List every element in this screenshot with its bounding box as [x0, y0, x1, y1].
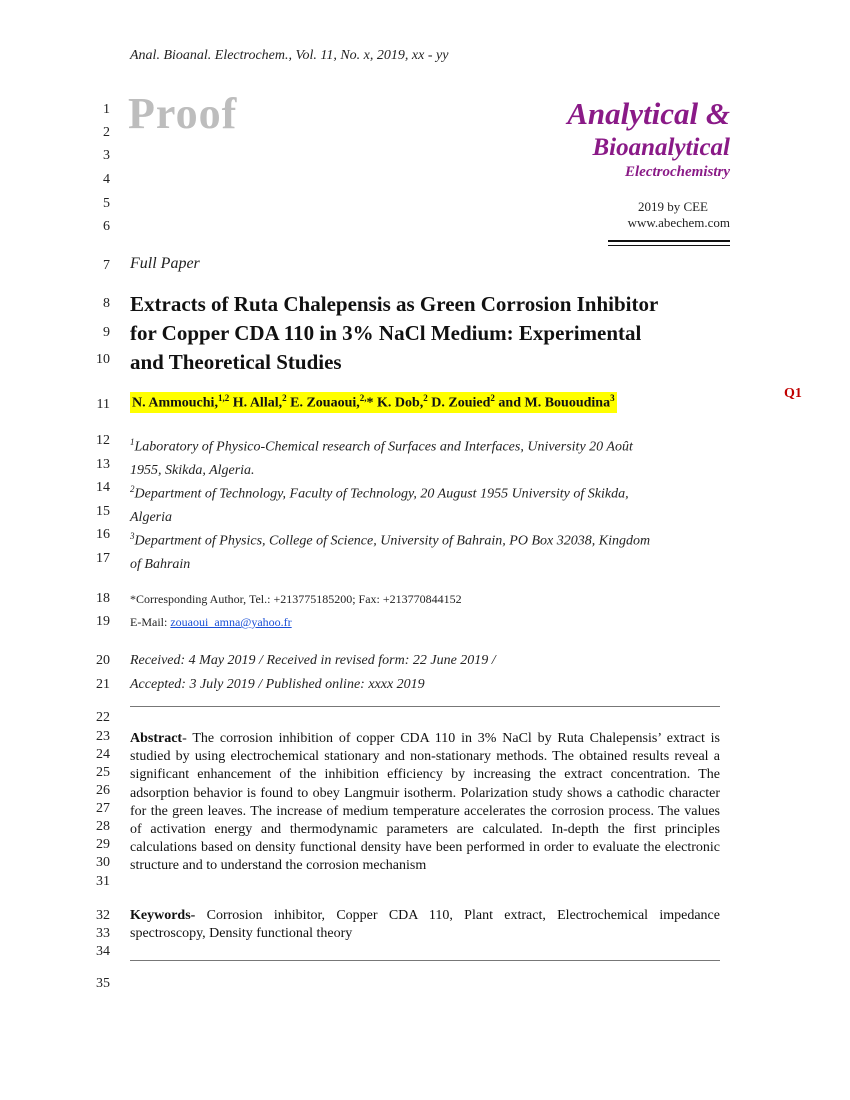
line-number: 17: [96, 551, 110, 566]
line-number: 10: [96, 352, 110, 367]
keywords-label: Keywords-: [130, 908, 196, 923]
author-name: N. Ammouchi,: [132, 395, 218, 411]
line-number: 3: [103, 148, 110, 163]
journal-website: www.abechem.com: [627, 215, 730, 230]
journal-brand: [470, 96, 730, 231]
line-number: 16: [96, 527, 110, 542]
affiliation-line: [130, 431, 720, 459]
line-number: 32: [96, 908, 110, 923]
keywords-text: Corrosion inhibitor, Copper CDA 110, Plant extract, Electrochemical impedance spectroscopy, Density functional theory: [130, 908, 720, 942]
line-number: 27: [96, 801, 110, 816]
title-line: and Theoretical Studies: [130, 350, 342, 374]
line-number: 35: [96, 976, 110, 991]
line-number: 2: [103, 125, 110, 140]
journal-copyright: 2019 by CEE: [637, 199, 708, 214]
affiliation-sup: 2: [130, 484, 135, 494]
line-number: 28: [96, 819, 110, 834]
line-number: 18: [96, 591, 110, 606]
keywords: [130, 907, 720, 943]
journal-name-line2: Bioanalytical: [592, 134, 730, 161]
affiliation-text: Department of Technology, Faculty of Technology, 20 August 1955 University of Skikda,: [134, 486, 629, 502]
affiliation-sup: 3: [130, 531, 135, 541]
affiliation-sup: 1: [130, 437, 135, 447]
line-number: 33: [96, 926, 110, 941]
line-number: 7: [103, 258, 110, 273]
line-number: 11: [96, 397, 110, 412]
line-number: 29: [96, 837, 110, 852]
paper-title: [130, 290, 720, 377]
author-affiliation-sup: 2: [282, 393, 287, 403]
paper-type: Full Paper: [130, 255, 200, 272]
affiliation-text: Laboratory of Physico-Chemical research of Surfaces and Interfaces, University 20 Août: [134, 439, 633, 455]
abstract-top-rule: [130, 706, 720, 707]
line-number: 30: [96, 855, 110, 870]
line-number: 21: [96, 677, 110, 692]
author-name: * K. Dob,: [366, 395, 424, 411]
line-number: 25: [96, 765, 110, 780]
line-number: 23: [96, 729, 110, 744]
line-number: 31: [96, 874, 110, 889]
email-line: [130, 615, 292, 630]
affiliation-line: [130, 525, 720, 553]
author-name: D. Zouied: [427, 395, 491, 411]
line-number: 8: [103, 296, 110, 311]
affiliation-line: Algeria: [130, 510, 172, 526]
affiliation-2: [130, 478, 720, 530]
line-number: 1: [103, 102, 110, 117]
title-line: for Copper CDA 110 in 3% NaCl Medium: Experimental: [130, 321, 642, 345]
author-name: H. Allal,: [229, 395, 283, 411]
author-list: [130, 392, 617, 413]
line-number: 13: [96, 457, 110, 472]
affiliation-line: 1955, Skikda, Algeria.: [130, 463, 255, 479]
line-number: 22: [96, 710, 110, 725]
author-affiliation-sup: 2: [490, 393, 495, 403]
affiliation-text: Department of Physics, College of Science, University of Bahrain, PO Box 32038, Kingdom: [134, 533, 651, 549]
proof-mark: Proof: [128, 89, 238, 138]
line-number: 20: [96, 653, 110, 668]
affiliation-1: [130, 431, 720, 483]
abstract-text: - The corrosion inhibition of copper CDA 110 in 3% NaCl by Ruta Chalepensis’ extract is studied by using electrochemical stationary and non-stationary methods. The obtained results reveal a significant enhancement of the inhibition efficiency by increasing the extract concentration. The adsorption behavior is found to obey Langmuir isotherm. Polarization study shows a cathodic character for the green leaves. The increase of medium temperature accelerates the corrosion process. The values of activation energy and thermodynamic parameters are calculated. In-depth the first principles calculations based on density functional density have been performed in order to evaluate the electronic structure and to understand the corrosion mechanism: [130, 731, 720, 874]
received-dates: Received: 4 May 2019 / Received in revised form: 22 June 2019 /: [130, 653, 496, 668]
corresponding-author: *Corresponding Author, Tel.: +213775185200; Fax: +213770844152: [130, 592, 462, 606]
affiliation-line: of Bahrain: [130, 557, 191, 573]
line-number: 5: [103, 196, 110, 211]
abstract: [130, 730, 720, 876]
author-affiliation-sup: 1,2: [217, 393, 230, 403]
journal-double-rule: [608, 240, 730, 246]
keywords-bottom-rule: [130, 960, 720, 961]
author-affiliation-sup: 2,: [359, 393, 367, 403]
affiliation-3: [130, 525, 720, 577]
line-number: 12: [96, 433, 110, 448]
query-mark: Q1: [784, 386, 802, 401]
line-number: 34: [96, 944, 110, 959]
author-affiliation-sup: 2: [423, 393, 428, 403]
affiliation-line: [130, 478, 720, 506]
accepted-dates: Accepted: 3 July 2019 / Published online: xxxx 2019: [130, 677, 425, 692]
journal-name-line1: Analytical &: [567, 96, 730, 131]
journal-name-line3: Electrochemistry: [625, 164, 730, 180]
title-line: Extracts of Ruta Chalepensis as Green Corrosion Inhibitor: [130, 292, 659, 316]
email-link[interactable]: zouaoui_amna@yahoo.fr: [170, 615, 292, 629]
line-number: 26: [96, 783, 110, 798]
author-name: and M. Bououdina: [494, 395, 611, 411]
abstract-label: Abstract: [130, 731, 183, 746]
line-number: 19: [96, 614, 110, 629]
line-number: 24: [96, 747, 110, 762]
line-number: 14: [96, 480, 110, 495]
author-affiliation-sup: 3: [610, 393, 615, 403]
line-number: 4: [103, 172, 110, 187]
line-number: 15: [96, 504, 110, 519]
running-header: Anal. Bioanal. Electrochem., Vol. 11, No. x, 2019, xx - yy: [130, 48, 449, 63]
email-label: E-Mail:: [130, 615, 171, 629]
line-number: 6: [103, 219, 110, 234]
author-name: E. Zouaoui,: [286, 395, 360, 411]
line-number: 9: [103, 325, 110, 340]
